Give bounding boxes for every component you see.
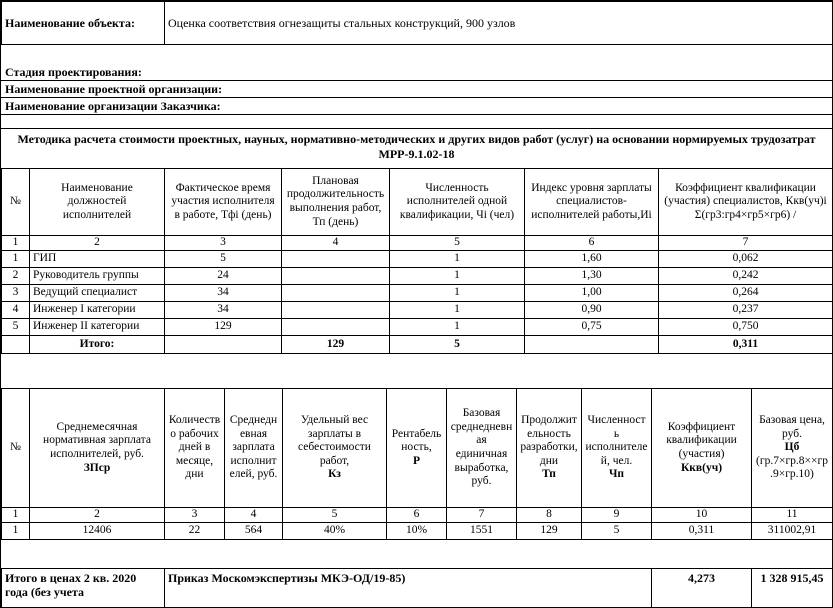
cell: Инженер I категории [30,302,165,319]
header-symbol: Р [412,454,421,467]
colnum-cell: 10 [652,508,752,523]
table-row [2,523,833,540]
totals-tp: 129 [282,336,390,354]
cell [165,336,282,354]
colnum-cell: 2 [30,236,165,251]
object-value: Оценка соответствия огнезащиты стальных конструкций, 900 узлов [165,2,833,45]
totals-table [1,568,833,608]
colnum-cell: 4 [282,236,390,251]
grand-total-label: Итого в ценах 2 кв. 2020 года (без учета [2,569,165,608]
header-cell [752,389,833,508]
cell: 0,237 [659,302,833,319]
cell: 4 [2,302,30,319]
stage-label: Стадия проектирования: [1,64,832,81]
table-row [2,251,833,268]
cell: Ведущий специалист [30,285,165,302]
cell: 0,062 [659,251,833,268]
totals-chi: 5 [390,336,525,354]
header-text: Численность исполнителей, чел. [585,414,648,467]
cell: 5 [582,523,652,540]
table1-colnum-row [2,236,833,251]
header-cell [517,389,582,508]
method-title-line1: Методика расчета стоимости проектных, науных, нормативно-методических и других видов работ (услуг) на основании нормируемых трудозатрат [17,132,816,146]
colnum-cell: 3 [165,236,282,251]
cell: 0,75 [525,319,659,336]
base-price-table [1,388,833,540]
method-title [1,128,832,168]
table-row [2,302,833,319]
header-text: Среднемесячная нормативная зарплата исполнителей, руб. [43,420,151,460]
header-symbol: Ккв(уч) [680,461,723,474]
final-coefficient: 4,273 [652,569,752,608]
table1-totals-row [2,336,833,354]
colnum-cell: 8 [517,508,582,523]
cell [282,268,390,285]
colnum-cell: 4 [225,508,283,523]
cell: 22 [165,523,225,540]
colnum-cell: 2 [30,508,165,523]
cell: 1,60 [525,251,659,268]
header-cell [283,389,387,508]
cell: 0,264 [659,285,833,302]
cell [2,336,30,354]
table-row [2,285,833,302]
design-org-label: Наименование проектной организации: [1,81,832,98]
colnum-cell: 6 [525,236,659,251]
object-label: Наименование объекта: [2,2,165,45]
cell: 5 [2,319,30,336]
header-text: Коэффициент квалификации (участия) [666,420,737,460]
cell: 1 [390,285,525,302]
header-text: Среднедневная зарплата исполнителей, руб. [229,414,278,481]
colnum-cell: 1 [2,508,30,523]
table-row [2,319,833,336]
cell: 1 [390,302,525,319]
header-cell: Наименование должностей исполнителей [30,169,165,236]
executors-table [1,168,833,354]
cell: 5 [165,251,282,268]
spacer [1,45,832,64]
colnum-cell: 5 [390,236,525,251]
cell: 0,750 [659,319,833,336]
cell: 1 [2,523,30,540]
header-symbol: Цб [784,441,800,454]
header-text: № [10,441,21,454]
cell: 129 [165,319,282,336]
header-cell [447,389,517,508]
spacer [1,115,832,128]
object-row [2,2,833,45]
cell [282,285,390,302]
cell: 0,311 [652,523,752,540]
cell: 1551 [447,523,517,540]
cell: 1,30 [525,268,659,285]
header-text: Продолжительность разработки, дни [520,414,578,467]
cell: 10% [387,523,447,540]
header-cell: Фактическое время участия исполнителя в работе, Тфi (день) [165,169,282,236]
header-symbol: Чп [608,468,625,481]
cell: 1 [390,251,525,268]
customer-org-label: Наименование организации Заказчика: [1,98,832,115]
cell: 0,242 [659,268,833,285]
header-text: Рентабельность, [391,427,442,454]
header-cell [225,389,283,508]
header-cell [2,389,30,508]
colnum-cell: 1 [2,236,30,251]
cell: 1,00 [525,285,659,302]
header-text: Количество рабочих дней в месяце, дни [168,414,221,481]
totals-row [2,569,833,608]
cell: 2 [2,268,30,285]
header-text: Удельный вес зарплаты в себестоимости работ, [298,414,371,467]
header-cell: № [2,169,30,236]
table1-header-row [2,169,833,236]
table2-colnum-row [2,508,833,523]
totals-label: Итого: [30,336,165,354]
order-reference: Приказ Москомэкспертизы МКЭ-ОД/19-85) [165,569,652,608]
cell: Руководитель группы [30,268,165,285]
header-cell [30,389,165,508]
header-cell: Коэффициент квалификации (участия) специалистов, Ккв(уч)i Σ(гр3:гр4×гр5×гр6) / [659,169,833,236]
cell: 1 [390,268,525,285]
colnum-cell: 11 [752,508,833,523]
cell: 1 [390,319,525,336]
spacer [1,540,832,568]
header-cell [165,389,225,508]
final-total: 1 328 915,45 [752,569,833,608]
header-text: Базовая среднедневная единичная выработка, руб. [450,407,513,488]
colnum-cell: 9 [582,508,652,523]
cell: 34 [165,302,282,319]
method-title-line2: МРР-9.1.02-18 [378,147,455,161]
colnum-cell: 3 [165,508,225,523]
cell [282,319,390,336]
colnum-cell: 6 [387,508,447,523]
cell: 129 [517,523,582,540]
colnum-cell: 5 [283,508,387,523]
spacer [1,354,832,388]
header-note: (гр.7×гр.8××гр.9×гр.10) [756,454,828,481]
cell: ГИП [30,251,165,268]
header-symbol: Кз [328,468,341,481]
header-cell [582,389,652,508]
cell: 311002,91 [752,523,833,540]
header-cell: Плановая продолжительность выполнения работ, Тп (день) [282,169,390,236]
totals-kkv: 0,311 [659,336,833,354]
header-symbol: Тп [542,468,556,481]
cell: Инженер II категории [30,319,165,336]
cell: 1 [2,251,30,268]
cell: 24 [165,268,282,285]
cell: 34 [165,285,282,302]
header-cell [652,389,752,508]
cell: 564 [225,523,283,540]
object-info-table [1,1,833,45]
colnum-cell: 7 [447,508,517,523]
cell [282,302,390,319]
colnum-cell: 7 [659,236,833,251]
header-symbol: ЗПср [83,461,111,474]
header-text: Базовая цена, руб. [759,414,825,440]
table-row [2,268,833,285]
header-cell [387,389,447,508]
table2-header-row [2,389,833,508]
cell [525,336,659,354]
cell: 0,90 [525,302,659,319]
cell: 12406 [30,523,165,540]
cell: 3 [2,285,30,302]
cell: 40% [283,523,387,540]
cell [282,251,390,268]
header-cell: Индекс уровня зарплаты специалистов-исполнителей работы,Иi [525,169,659,236]
header-cell: Численность исполнителей одной квалификации, Чi (чел) [390,169,525,236]
